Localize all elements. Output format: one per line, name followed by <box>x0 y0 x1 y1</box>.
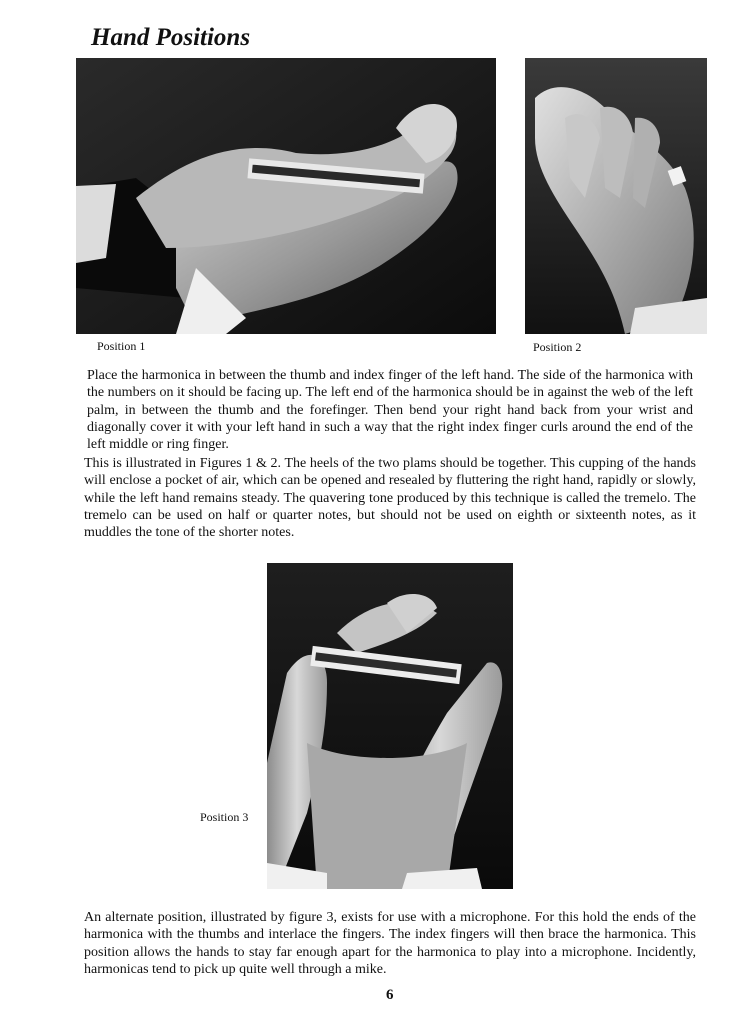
figure-caption: Position 1 <box>97 339 146 353</box>
figure-caption: Position 3 <box>200 810 249 824</box>
photo-position-1 <box>76 58 496 334</box>
page-title: Hand Positions <box>91 24 251 51</box>
photo-position-2 <box>525 58 707 334</box>
paragraph: Place the harmonica in between the thumb and index finger of the left hand. The side of the harmonica with the numbers on it should be facing up. The left end of the harmonica should be in against the web of the left palm, in between the thumb and the forefinger. Then bend your right hand back from your wrist and diagonally cover it with your left hand in such a way that the right index finger curls around the end of the left middle or ring finger. <box>87 368 693 453</box>
paragraph: This is illustrated in Figures 1 & 2. The heels of the two plams should be together. This cupping of the hands will enclose a pocket of air, which can be opened and resealed by fluttering the right hand, rapidly or slowly, while the left hand remains steady. The quavering tone produced by this technique is called the tremelo. The tremelo can be used on half or quarter notes, but should not be used on eighth or sixteenth notes, as it muddles the tone of the shorter notes. <box>84 456 696 541</box>
photo-position-3 <box>267 563 513 889</box>
paragraph: An alternate position, illustrated by figure 3, exists for use with a microphone. For this hold the ends of the harmonica with the thumbs and interlace the fingers. The index fingers will then brace the harmonica. This position allows the hands to stay far enough apart for the harmonica to play into a microphone. Incidently, harmonicas tend to pick up quite well through a mike. <box>84 910 696 977</box>
page-number: 6 <box>386 987 394 1003</box>
figure-caption: Position 2 <box>533 340 582 354</box>
